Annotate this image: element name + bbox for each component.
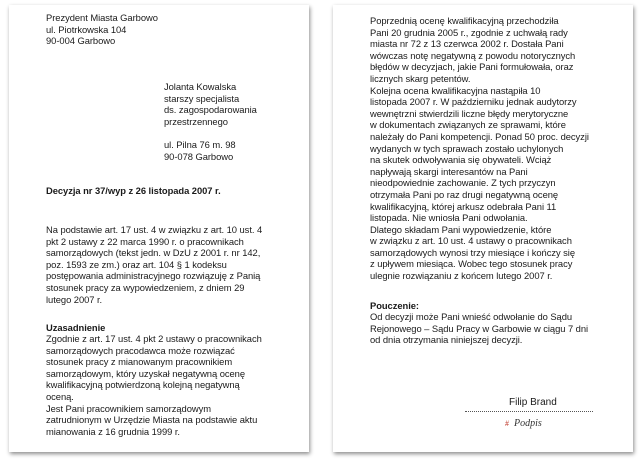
text-line: 90-078 Garbowo — [164, 150, 234, 162]
text-line: stosunek pracy za wypowiedzeniem, z dniem 29 — [46, 281, 245, 293]
text-line: z upływem miesiąca. Wobec tego stosunek pracy — [370, 258, 573, 270]
justification-heading: Uzasadnienie — [46, 322, 106, 333]
text-line: nieodpowiednie zachowanie. Z tych przyczyn — [370, 177, 556, 189]
text-line: Jolanta Kowalska — [164, 81, 237, 92]
text-line: Jest Pani pracownikiem samorządowym — [46, 402, 211, 414]
text-line: mianowania z 16 grudnia 1999 r. — [46, 425, 180, 437]
text-line: ul. Pilna 76 m. 98 — [164, 139, 236, 150]
letter-page-2 — [333, 5, 633, 452]
signature-label — [505, 418, 542, 429]
text-line: ul. Piotrkowska 104 — [46, 23, 127, 35]
text-line: miasta nr 72 z 13 czerwca 2002 r. Dostała Pani — [370, 38, 564, 50]
text-line: poz. 1593 ze zm.) oraz art. 104 § 1 kodeksu — [46, 258, 227, 270]
text-line: samorządowych pracodawca może rozwiązać — [46, 344, 235, 356]
text-line: postępowania administracyjnego rozwiązuję z Panią — [46, 270, 261, 282]
text-line: przestrzennego — [164, 115, 228, 127]
instruction-heading: Pouczenie: — [370, 300, 419, 311]
text-line: ulegnie rozwiązaniu z końcem lutego 2007 r. — [370, 270, 553, 282]
recipient-address — [164, 139, 236, 162]
text-line: Prezydent Miasta Garbowo — [46, 12, 158, 23]
text-line: samorządowych (tekst jedn. w DzU z 2001 r. nr 142, — [46, 247, 261, 259]
text-line: Zgodnie z art. 17 ust. 4 pkt 2 ustawy o pracownikach — [46, 333, 262, 344]
signature-line — [465, 411, 593, 412]
text-line: kwalifikacyjną potwierdzoną kolejną negatywną — [46, 379, 240, 391]
text-line: Pani 20 grudnia 2005 r., zgodnie z uchwałą rady — [370, 26, 568, 38]
signature-label-text: Podpis — [514, 418, 542, 429]
text-line: błędów w decyzjach, jakie Pani formułowała, oraz — [370, 61, 574, 73]
text-line: listopada 2007 r. W październiku jednak audytorzy — [370, 96, 577, 108]
text-line: kwalifikacyjną, której arkusz odebrała Pani 11 — [370, 200, 557, 212]
letter-page-1 — [9, 5, 309, 452]
text-line: wydanych w tych sprawach zostało uchylonych — [370, 142, 564, 154]
text-line: otrzymała Pani po raz drugi negatywną ocenę — [370, 188, 559, 200]
text-line: Dlatego składam Pani wypowiedzenie, które — [370, 223, 552, 235]
hash-icon: # — [505, 419, 509, 428]
text-line: samorządowych wynosi trzy miesiące i kończy się — [370, 246, 576, 258]
text-line: wewnętrzni stwierdzili liczne błędy merytoryczne — [370, 107, 569, 119]
text-line: Poprzednią ocenę kwalifikacyjną przechodziła — [370, 15, 559, 26]
text-line: Na podstawie art. 17 ust. 4 w związku z art. 10 ust. 4 — [46, 224, 263, 235]
sender-address — [46, 12, 158, 47]
text-line: od dnia otrzymania niniejszej decyzji. — [370, 334, 523, 346]
text-line: lutego 2007 r. — [46, 293, 103, 305]
text-line: ds. zagospodarowania — [164, 104, 257, 116]
recipient-info — [164, 81, 257, 127]
text-line: stosunek pracy z mianowanym pracownikiem — [46, 356, 233, 368]
text-line: Rejonowego – Sądu Pracy w Garbowie w ciągu 7 dni — [370, 322, 589, 334]
text-line: listopada. Nie wniosła Pani odwołania. — [370, 212, 528, 224]
text-line: w związku z art. 10 ust. 4 ustawy o pracownikach — [370, 235, 572, 247]
text-line: licznych skarg petentów. — [370, 72, 471, 84]
text-line: samorządowym, który uzyskał negatywną ocenę — [46, 367, 245, 379]
justification-continued — [370, 15, 589, 282]
text-line: wówczas notę negatywną z powodu notorycznych — [370, 49, 576, 61]
text-line: oceną. — [46, 390, 74, 402]
text-line: napływają skargi interesantów na Pani — [370, 165, 528, 177]
text-line: pkt 2 ustawy z 22 marca 1990 r. o pracownikach — [46, 235, 244, 247]
instruction-body — [370, 311, 588, 346]
justification-body — [46, 333, 262, 437]
text-line: Kolejna ocena kwalifikacyjna nastąpiła 10 — [370, 84, 541, 96]
decision-title: Decyzja nr 37/wyp z 26 listopada 2007 r. — [46, 185, 221, 196]
text-line: Od decyzji może Pani wnieść odwołanie do Sądu — [370, 311, 573, 322]
text-line: należały do Pani kompetencji. Ponad 50 proc. decyzji — [370, 130, 589, 142]
text-line: w dokumentach związanych ze sprawami, które — [370, 119, 566, 131]
text-line: 90-004 Garbowo — [46, 35, 116, 47]
text-line: na skutek odwoływania się obywateli. Wciąż — [370, 154, 552, 166]
signature-name: Filip Brand — [509, 397, 557, 408]
text-line: starszy specjalista — [164, 92, 240, 104]
decision-body — [46, 224, 262, 305]
text-line: zatrudnionym w Urzędzie Miasta na podstawie aktu — [46, 414, 258, 426]
